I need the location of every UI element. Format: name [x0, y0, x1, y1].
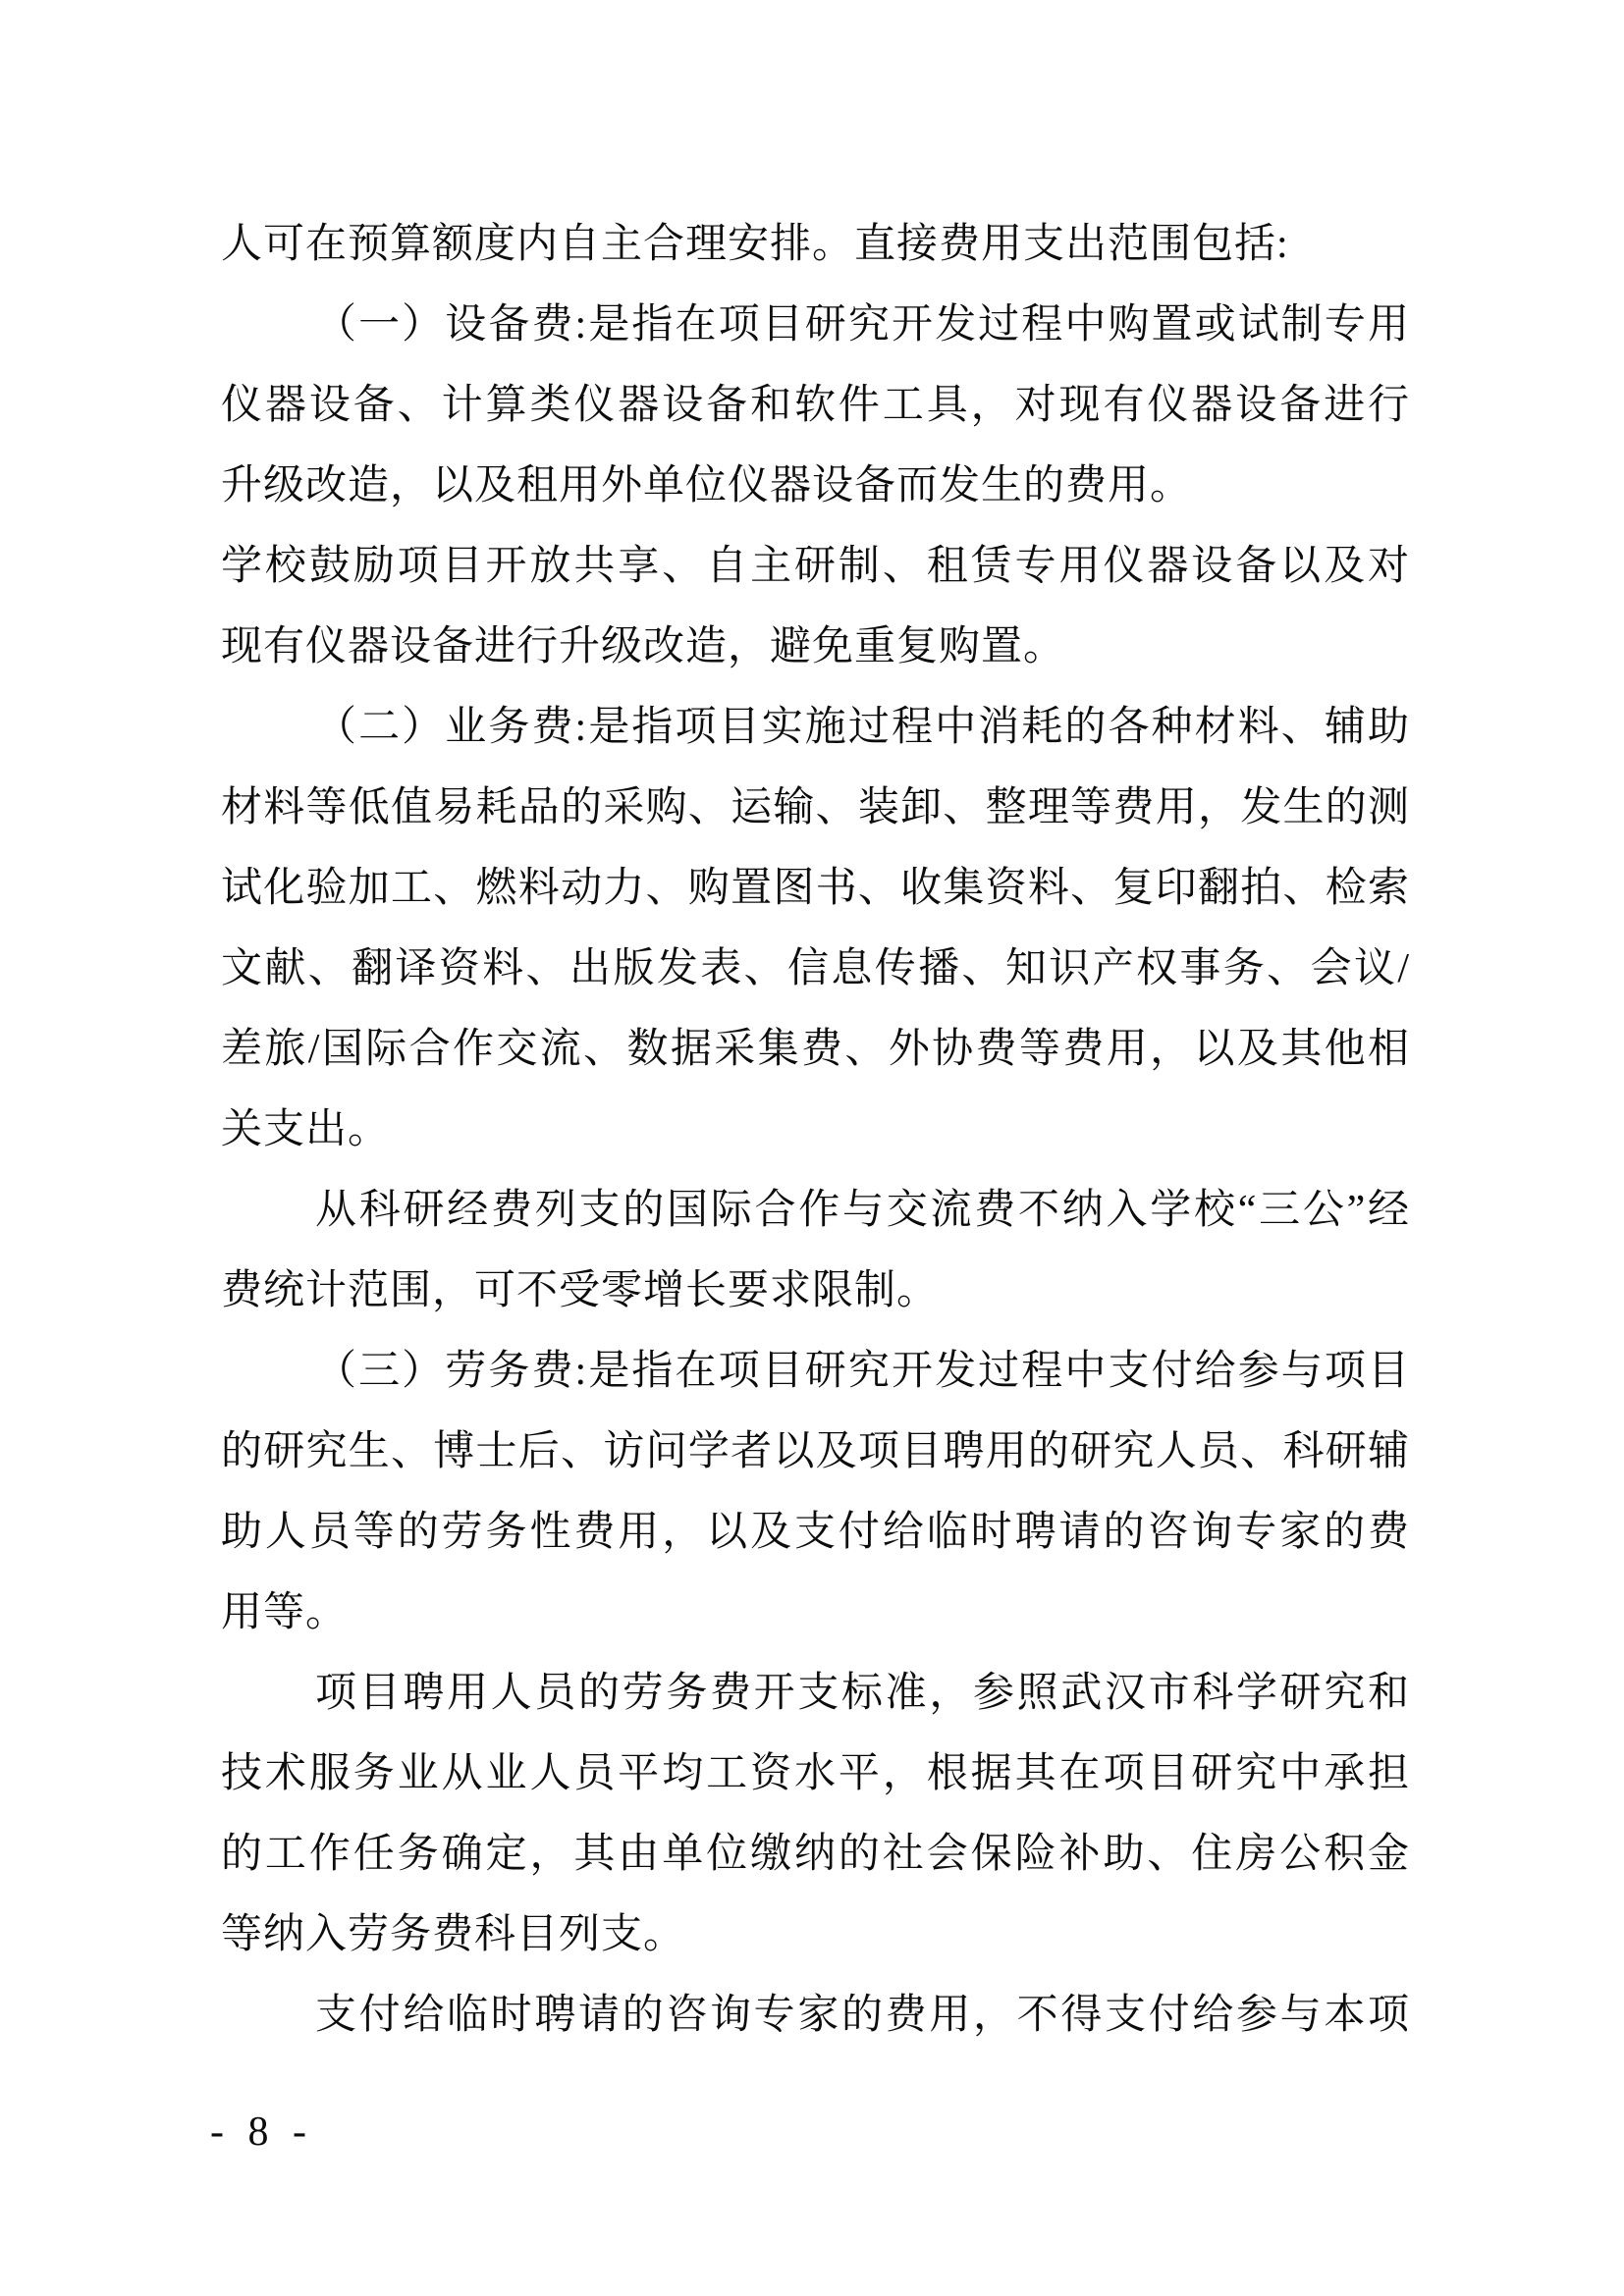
text-line: 的工作任务确定，其由单位缴纳的社会保险补助、住房公积金 [221, 1832, 1410, 1877]
text-line: 现有仪器设备进行升级改造，避免重复购置。 [221, 624, 1066, 669]
text-line: 差旅/国际合作交流、数据采集费、外协费等费用，以及其他相 [221, 1027, 1410, 1072]
text-line: 用等。 [221, 1590, 349, 1635]
text-line: 的研究生、博士后、访问学者以及项目聘用的研究人员、科研辅 [221, 1429, 1410, 1474]
page-number: - 8 - [210, 2109, 313, 2155]
text-line: 支付给临时聘请的咨询专家的费用，不得支付给参与本项 [315, 1993, 1410, 2038]
text-line: （三）劳务费:是指在项目研究开发过程中支付给参与项目 [315, 1349, 1410, 1394]
text-line: 关支出。 [221, 1107, 391, 1152]
text-line: （一）设备费:是指在项目研究开发过程中购置或试制专用 [315, 302, 1410, 347]
paragraph [221, 687, 1410, 1170]
paragraph [221, 285, 1410, 526]
paragraph [221, 1653, 1410, 1975]
text-line: 试化验加工、燃料动力、购置图书、收集资料、复印翻拍、检索 [221, 866, 1410, 911]
text-line: 文献、翻译资料、出版发表、信息传播、知识产权事务、会议/ [221, 946, 1410, 991]
text-line: 材料等低值易耗品的采购、运输、装卸、整理等费用，发生的测 [221, 785, 1410, 830]
text-line: 助人员等的劳务性费用，以及支付给临时聘请的咨询专家的费 [221, 1510, 1410, 1555]
text-line: 升级改造，以及租用外单位仪器设备而发生的费用。 [221, 463, 1193, 508]
document-body [221, 204, 1410, 2056]
text-line: 技术服务业从业人员平均工资水平，根据其在项目研究中承担 [221, 1751, 1410, 1796]
paragraph [221, 1975, 1410, 2056]
text-line: 学校鼓励项目开放共享、自主研制、租赁专用仪器设备以及对 [221, 544, 1410, 589]
paragraph [221, 204, 1410, 285]
text-line: 项目聘用人员的劳务费开支标准，参照武汉市科学研究和 [315, 1671, 1410, 1716]
paragraph [221, 1331, 1410, 1653]
text-line: 从科研经费列支的国际合作与交流费不纳入学校“三公”经 [315, 1188, 1410, 1233]
text-line: 等纳入劳务费科目列支。 [221, 1912, 686, 1957]
paragraph [221, 526, 1410, 687]
text-line: （二）业务费:是指项目实施过程中消耗的各种材料、辅助 [315, 705, 1410, 750]
paragraph [221, 1170, 1410, 1331]
text-line: 人可在预算额度内自主合理安排。直接费用支出范围包括: [221, 222, 1289, 267]
text-line: 费统计范围，可不受零增长要求限制。 [221, 1268, 940, 1313]
text-line: 仪器设备、计算类仪器设备和软件工具，对现有仪器设备进行 [221, 383, 1410, 428]
